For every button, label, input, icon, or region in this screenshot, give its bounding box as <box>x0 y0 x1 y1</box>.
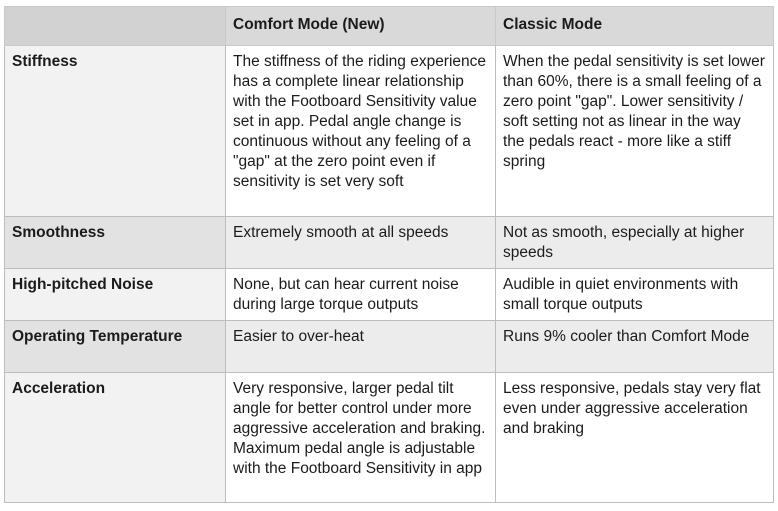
cell-classic-temperature: Runs 9% cooler than Comfort Mode <box>496 321 774 373</box>
table-row <box>5 217 774 269</box>
table-row <box>5 46 774 217</box>
table-row <box>5 373 774 503</box>
cell-comfort-temperature: Easier to over-heat <box>226 321 496 373</box>
row-label-operating-temperature: Operating Temperature <box>5 321 226 373</box>
header-comfort-mode: Comfort Mode (New) <box>226 7 496 46</box>
header-corner-cell <box>5 7 226 46</box>
mode-comparison-table <box>4 6 774 503</box>
table-row <box>5 269 774 321</box>
cell-comfort-smoothness: Extremely smooth at all speeds <box>226 217 496 269</box>
cell-classic-stiffness: When the pedal sensitivity is set lower than 60%, there is a small feeling of a zero point "gap". Lower sensitivity / soft setting not as linear in the way the pedals react - more like a stiff spring <box>496 46 774 217</box>
row-label-smoothness: Smoothness <box>5 217 226 269</box>
row-label-stiffness: Stiffness <box>5 46 226 217</box>
cell-comfort-stiffness: The stiffness of the riding experience has a complete linear relationship with the Footboard Sensitivity value set in app. Pedal angle change is continuous without any feeling of a "gap" at the zero point even if sensitivity is set very soft <box>226 46 496 217</box>
cell-comfort-noise: None, but can hear current noise during large torque outputs <box>226 269 496 321</box>
table-row <box>5 321 774 373</box>
cell-classic-smoothness: Not as smooth, especially at higher speeds <box>496 217 774 269</box>
row-label-acceleration: Acceleration <box>5 373 226 503</box>
table-header-row <box>5 7 774 46</box>
cell-classic-noise: Audible in quiet environments with small torque outputs <box>496 269 774 321</box>
cell-classic-acceleration: Less responsive, pedals stay very flat even under aggressive acceleration and braking <box>496 373 774 503</box>
header-classic-mode: Classic Mode <box>496 7 774 46</box>
row-label-high-pitched-noise: High-pitched Noise <box>5 269 226 321</box>
cell-comfort-acceleration: Very responsive, larger pedal tilt angle for better control under more aggressive acceleration and braking. Maximum pedal angle is adjustable with the Footboard Sensitivity in app <box>226 373 496 503</box>
